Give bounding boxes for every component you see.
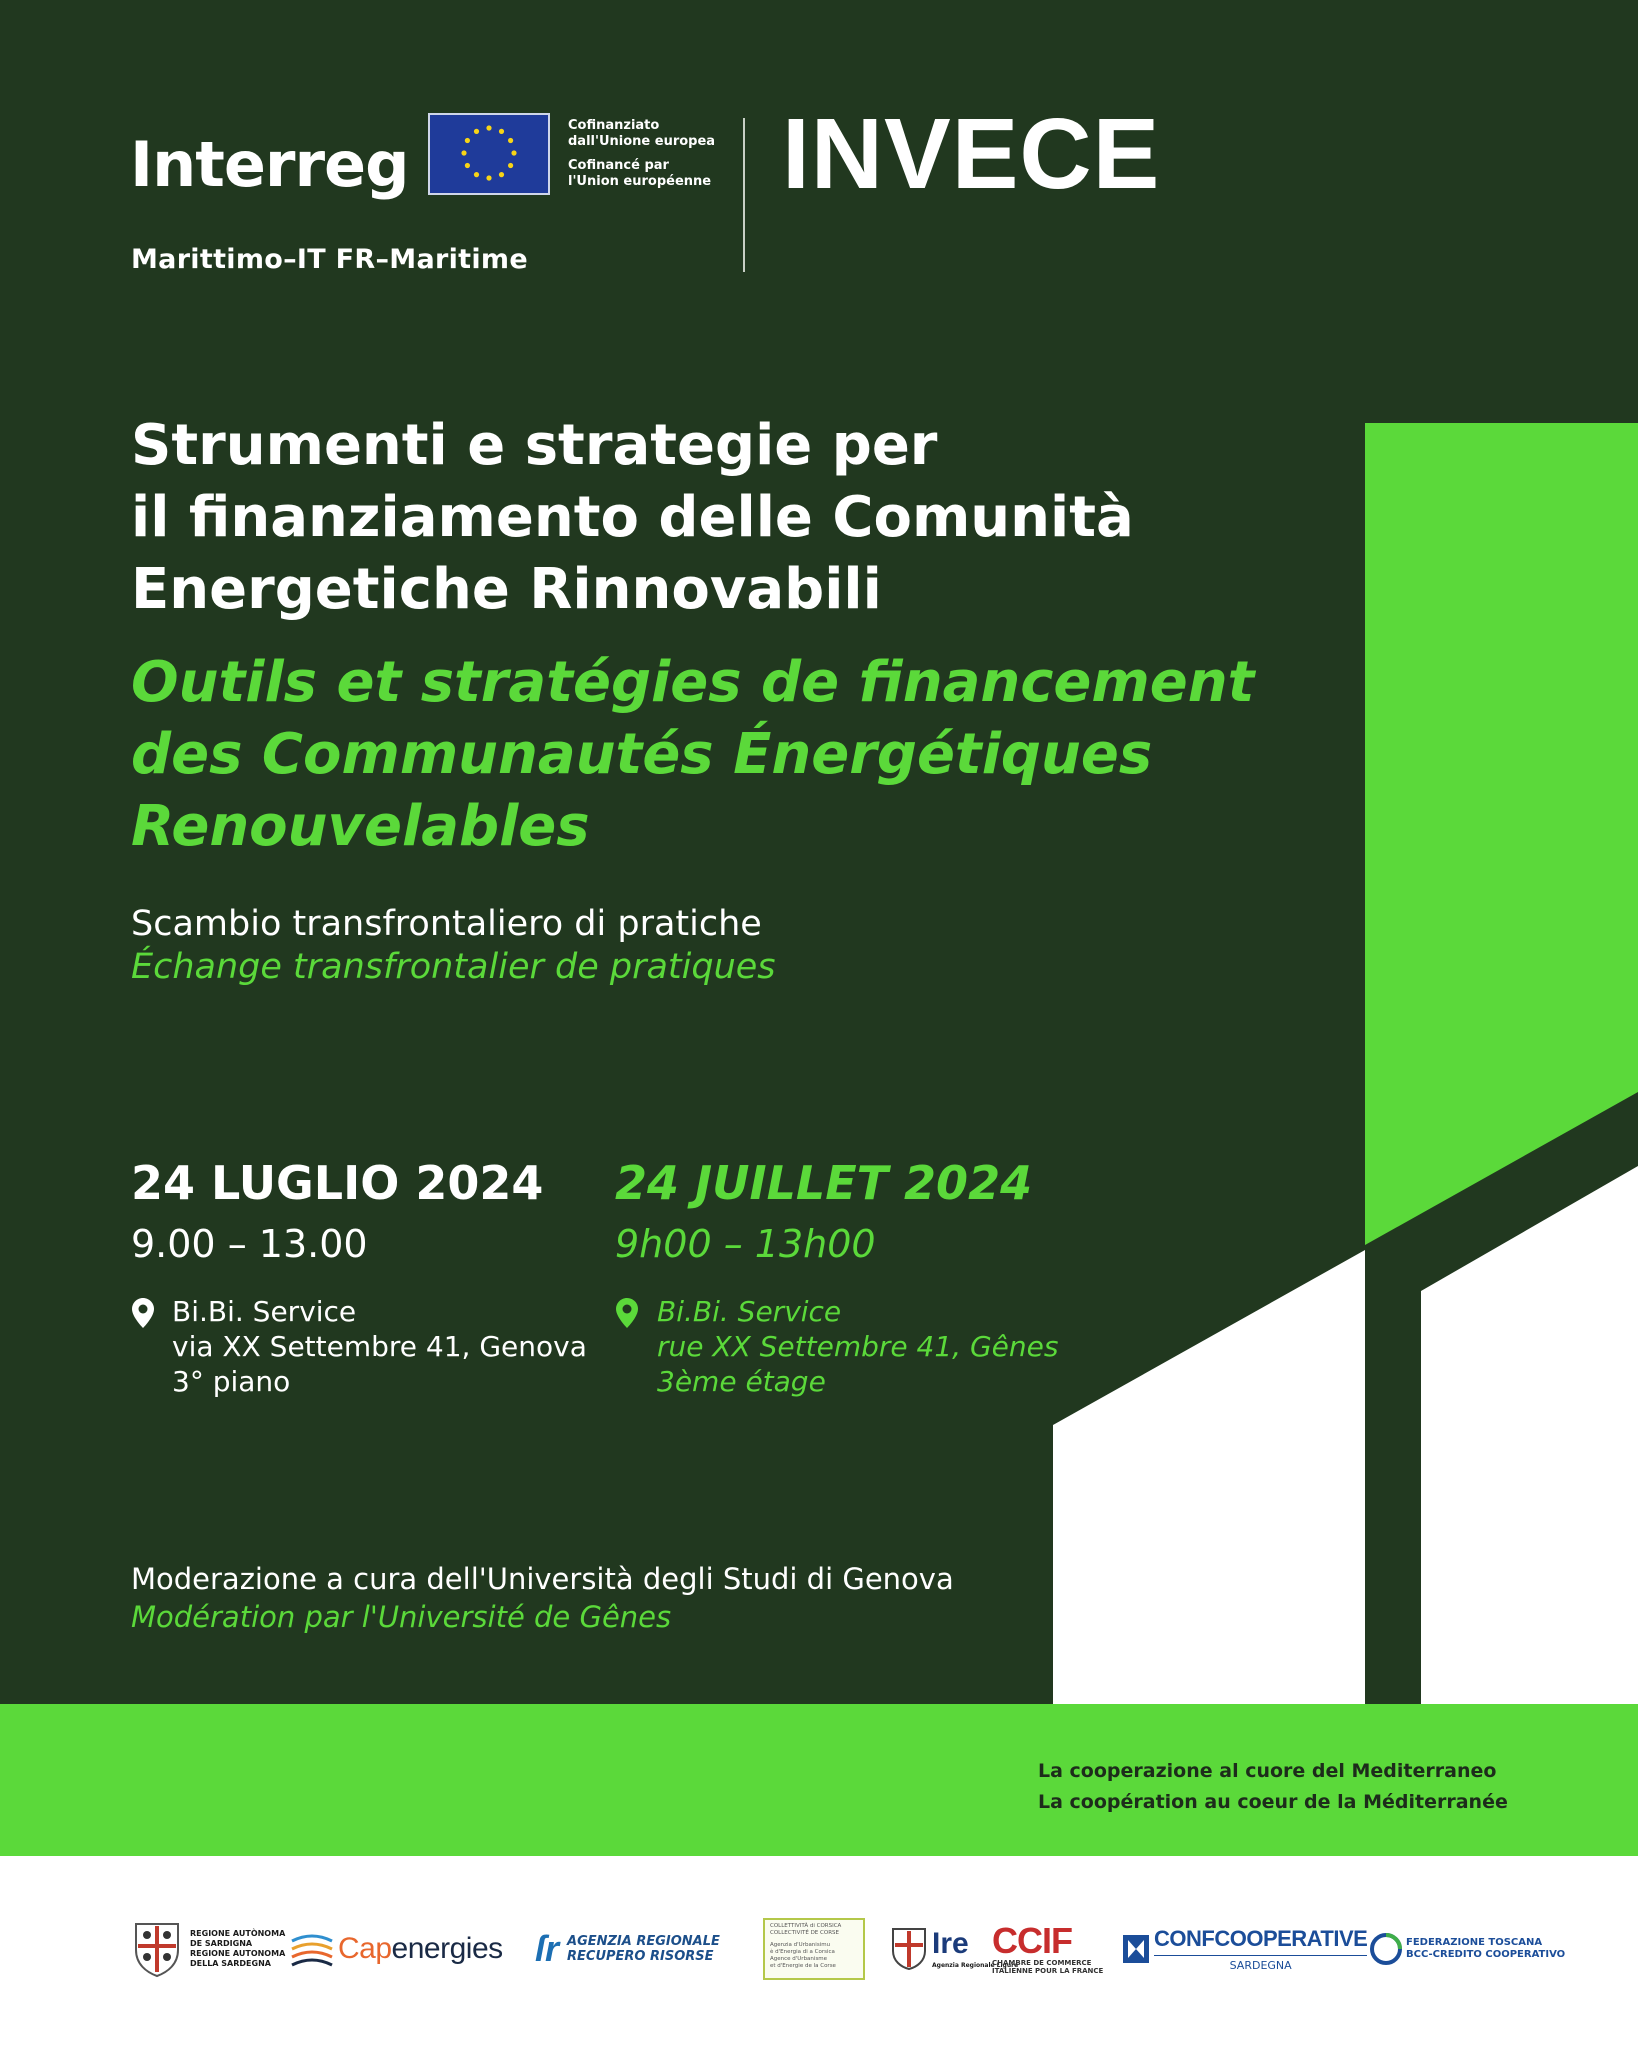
ccif-text: CCIF (992, 1920, 1072, 1961)
ccif-sub-1: CHAMBRE DE COMMERCE (992, 1959, 1092, 1967)
title-french (131, 647, 1255, 863)
green-shape (1365, 423, 1638, 1245)
fed-line-1: FEDERAZIONE TOSCANA (1406, 1937, 1543, 1948)
sardegna-line-2: DE SARDIGNA (190, 1939, 253, 1948)
confcooperative-mark-icon (1122, 1934, 1150, 1964)
eu-cofund-it-1: Cofinanziato (568, 118, 660, 133)
title-fr-line-2: des Communautés Énergétiques (131, 722, 1153, 787)
event-date-french: 24 JUILLET 2024 (615, 1156, 1033, 1210)
corse-line-4: è d'Energia di a Corsica (770, 1949, 835, 1955)
logo-corse (763, 1916, 865, 1982)
venue-italian (172, 1294, 587, 1399)
title-fr-line-3: Renouvelables (131, 794, 590, 859)
venue-address-fr: rue XX Settembre 41, Gênes (657, 1330, 1059, 1363)
title-it-line-2: il finanziamento delle Comunità (131, 485, 1134, 550)
corse-line-2: COLLECTIVITÉ DE CORSE (770, 1930, 839, 1936)
logo-capenergies (290, 1916, 503, 1982)
partner-logos (0, 1856, 1638, 2048)
tagline-band (0, 1704, 1638, 1856)
tagline-italian: La cooperazione al cuore del Mediterraneo (1038, 1760, 1497, 1782)
logo-regione-sardegna (132, 1916, 285, 1982)
corse-line-5: Agence d'Urbanisme (770, 1956, 828, 1962)
corse-line-1: COLLETTIVITÀ di CORSICA (770, 1923, 842, 1929)
logo-arr (535, 1916, 720, 1982)
venue-floor-fr: 3ème étage (657, 1365, 826, 1398)
fed-line-2: BCC-CREDITO COOPERATIVO (1406, 1949, 1566, 1960)
interreg-logo: Interreg (130, 128, 409, 201)
location-pin-icon (132, 1298, 154, 1328)
capenergies-b: energies (391, 1932, 503, 1965)
logo-federazione-toscana (1370, 1916, 1565, 1982)
event-time-italian: 9.00 – 13.00 (131, 1222, 368, 1266)
venue-address-it: via XX Settembre 41, Genova (172, 1330, 587, 1363)
bcc-mark-icon (1370, 1933, 1402, 1965)
arr-line-1: AGENZIA REGIONALE (567, 1934, 720, 1949)
corse-line-3: Agenzia d'Urbanisimu (770, 1942, 831, 1948)
logo-ccif (992, 1916, 1103, 1982)
moderation-french: Modération par l'Université de Gênes (131, 1600, 672, 1634)
title-italian (131, 410, 1134, 626)
venue-floor-it: 3° piano (172, 1365, 291, 1398)
liguria-crest-icon (890, 1926, 928, 1972)
ire-text: Ire (932, 1927, 969, 1960)
eu-cofunding-text (568, 118, 715, 190)
white-shape-left (1053, 1250, 1365, 1706)
eu-cofund-fr-1: Cofinancé par (568, 158, 669, 173)
confco-text: CONFCOOPERATIVE (1154, 1926, 1368, 1951)
eu-flag-icon (428, 113, 550, 195)
location-pin-icon (616, 1298, 638, 1328)
arr-line-2: RECUPERO RISORSE (567, 1949, 714, 1964)
moderation-italian: Moderazione a cura dell'Università degli Studi di Genova (131, 1562, 954, 1596)
title-it-line-1: Strumenti e strategie per (131, 413, 938, 478)
venue-name-it: Bi.Bi. Service (172, 1295, 357, 1328)
subtitle-french: Échange transfrontalier de pratiques (131, 947, 776, 987)
eu-cofund-fr-2: l'Union européenne (568, 174, 712, 189)
eu-cofund-it-2: dall'Unione europea (568, 134, 716, 149)
sardegna-line-3: REGIONE AUTONOMA (190, 1949, 286, 1958)
tagline (1038, 1756, 1508, 1818)
corse-line-6: et d'Energie de la Corse (770, 1963, 836, 1969)
sardegna-line-1: REGIONE AUTÒNOMA (190, 1929, 286, 1938)
title-it-line-3: Energetiche Rinnovabili (131, 557, 882, 622)
header-divider (743, 118, 745, 272)
ccif-sub-2: ITALIENNE POUR LA FRANCE (992, 1967, 1104, 1975)
title-fr-line-1: Outils et stratégies de financement (131, 650, 1255, 715)
arr-mark-icon: ſr (535, 1928, 560, 1969)
venue-name-fr: Bi.Bi. Service (657, 1295, 842, 1328)
event-time-french: 9h00 – 13h00 (615, 1222, 876, 1266)
ire-sub: Agenzia Regionale Ligure (932, 1962, 1019, 1969)
tagline-french: La coopération au coeur de la Méditerranée (1038, 1791, 1508, 1813)
capenergies-a: Cap (338, 1932, 392, 1965)
white-shape-right (1421, 1166, 1638, 1706)
sardegna-line-4: DELLA SARDEGNA (190, 1959, 271, 1968)
sardinia-crest-icon (132, 1920, 182, 1978)
project-logo: INVECE (782, 98, 1161, 210)
logo-confcooperative (1122, 1916, 1367, 1982)
event-date-italian: 24 LUGLIO 2024 (131, 1156, 544, 1210)
subtitle-italian: Scambio transfrontaliero di pratiche (131, 904, 762, 944)
programme-name: Marittimo–IT FR–Maritime (131, 244, 528, 275)
confco-sub: SARDEGNA (1229, 1959, 1292, 1972)
venue-french (657, 1294, 1058, 1399)
capenergies-waves-icon (290, 1927, 334, 1971)
